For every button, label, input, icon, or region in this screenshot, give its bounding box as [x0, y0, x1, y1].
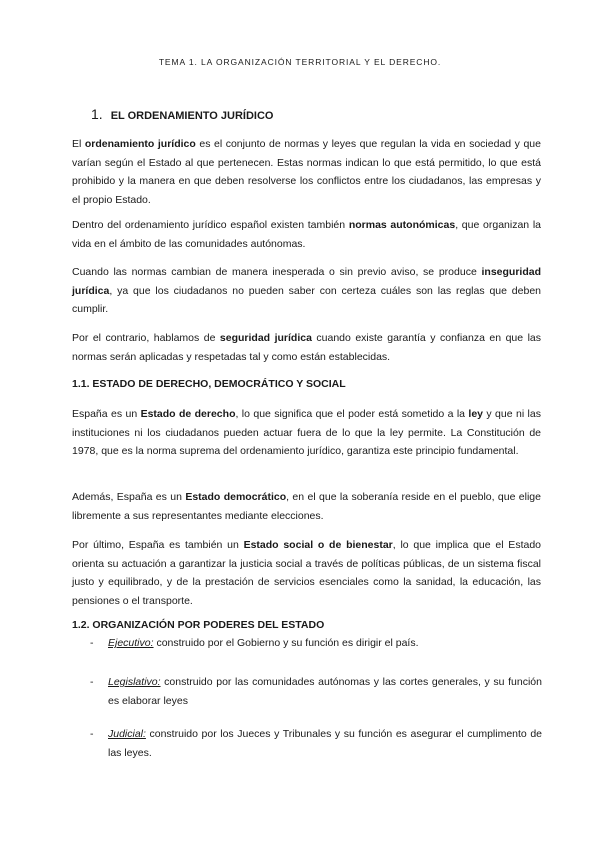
text: construido por las comunidades autónomas y las cortes generales, y su función es elaborar leyes — [108, 676, 542, 707]
bold-term: ley — [468, 408, 484, 420]
bullet-dash: - — [90, 676, 94, 688]
text: , lo que significa que el poder está sometido a la — [235, 408, 469, 420]
paragraph-estado-derecho — [72, 405, 541, 461]
bold-term: seguridad jurídica — [219, 332, 312, 344]
power-term: Ejecutivo: — [108, 637, 154, 649]
paragraph-inseguridad — [72, 263, 541, 319]
section-1-2-heading: 1.2. ORGANIZACIÓN POR PODERES DEL ESTADO — [72, 619, 325, 631]
list-item-text — [108, 673, 542, 710]
text: Por último, España es también un — [72, 539, 244, 551]
paragraph-estado-democratico — [72, 488, 541, 525]
page-header: TEMA 1. LA ORGANIZACIÓN TERRITORIAL Y EL DERECHO. — [158, 57, 442, 67]
paragraph-estado-social — [72, 536, 541, 610]
paragraph-ordenamiento — [72, 135, 541, 209]
text: construido por los Jueces y Tribunales y su función es asegurar el cumplimento de las leyes. — [108, 728, 542, 759]
text: cuando existe garantía y confianza en que las normas serán aplicadas y respetadas tal y como están establecidas. — [72, 332, 542, 363]
bold-term: normas autonómicas — [348, 219, 456, 231]
text: Por el contrario, hablamos de — [72, 332, 220, 344]
bullet-dash: - — [90, 637, 94, 649]
text: España es un — [72, 408, 141, 420]
power-term: Judicial: — [108, 728, 146, 740]
text: , ya que los ciudadanos no pueden saber con certeza cuáles son las reglas que deben cumplir. — [72, 284, 541, 315]
bold-term: ordenamiento jurídico — [84, 138, 196, 150]
bullet-dash: - — [90, 728, 94, 740]
text: El — [72, 138, 85, 150]
text: , que organizan la vida en el ámbito de las comunidades autónomas. — [72, 219, 541, 250]
list-item-text — [108, 725, 542, 762]
text: Cuando las normas cambian de manera inesperada o sin previo aviso, se produce — [72, 266, 482, 278]
text: Además, España es un — [72, 491, 186, 503]
text: , lo que implica que el Estado orienta su actuación a garantizar la justicia social a través de políticas públicas, de un sistema fiscal justo y equilibrado, y de la prestación de servicios esenciales como la sanidad, la educación, las pensiones o el transporte. — [72, 539, 542, 607]
list-item-judicial — [90, 725, 542, 762]
paragraph-seguridad — [72, 329, 541, 366]
bold-term: inseguridad jurídica — [72, 266, 541, 297]
bold-term: Estado de derecho — [140, 408, 236, 420]
text: construido por el Gobierno y su función es dirigir el país. — [153, 637, 419, 649]
power-term: Legislativo: — [108, 676, 161, 688]
paragraph-normas-autonomicas — [72, 216, 541, 253]
bold-term: Estado social o de bienestar — [243, 539, 393, 551]
section-1-number: 1. — [91, 106, 103, 122]
text: es el conjunto de normas y leyes que regulan la vida en sociedad y que varían según el Estado al que pertenecen. Estas normas indican lo que está permitido, lo que está prohibido y la manera en que deben resolverse los conflictos entre los ciudadanos, las empresas y el propio Estado. — [72, 138, 541, 206]
text: , en el que la soberanía reside en el pueblo, que elige libremente a sus representantes mediante elecciones. — [72, 491, 541, 522]
list-item-legislativo — [90, 673, 542, 710]
list-item-ejecutivo — [90, 634, 542, 653]
bold-term: Estado democrático — [185, 491, 287, 503]
section-1-heading — [91, 106, 273, 122]
section-1-title: EL ORDENAMIENTO JURÍDICO — [110, 110, 274, 122]
list-item-text — [108, 634, 542, 653]
section-1-1-heading: 1.1. ESTADO DE DERECHO, DEMOCRÁTICO Y SOCIAL — [72, 378, 346, 390]
text: y que ni las instituciones ni los ciudadanos pueden actuar fuera de lo que la ley permite. La Constitución de 1978, que es la norma suprema del ordenamiento jurídico, garantiza este principio fundamental. — [72, 408, 541, 457]
text: Dentro del ordenamiento jurídico español existen también — [72, 219, 349, 231]
